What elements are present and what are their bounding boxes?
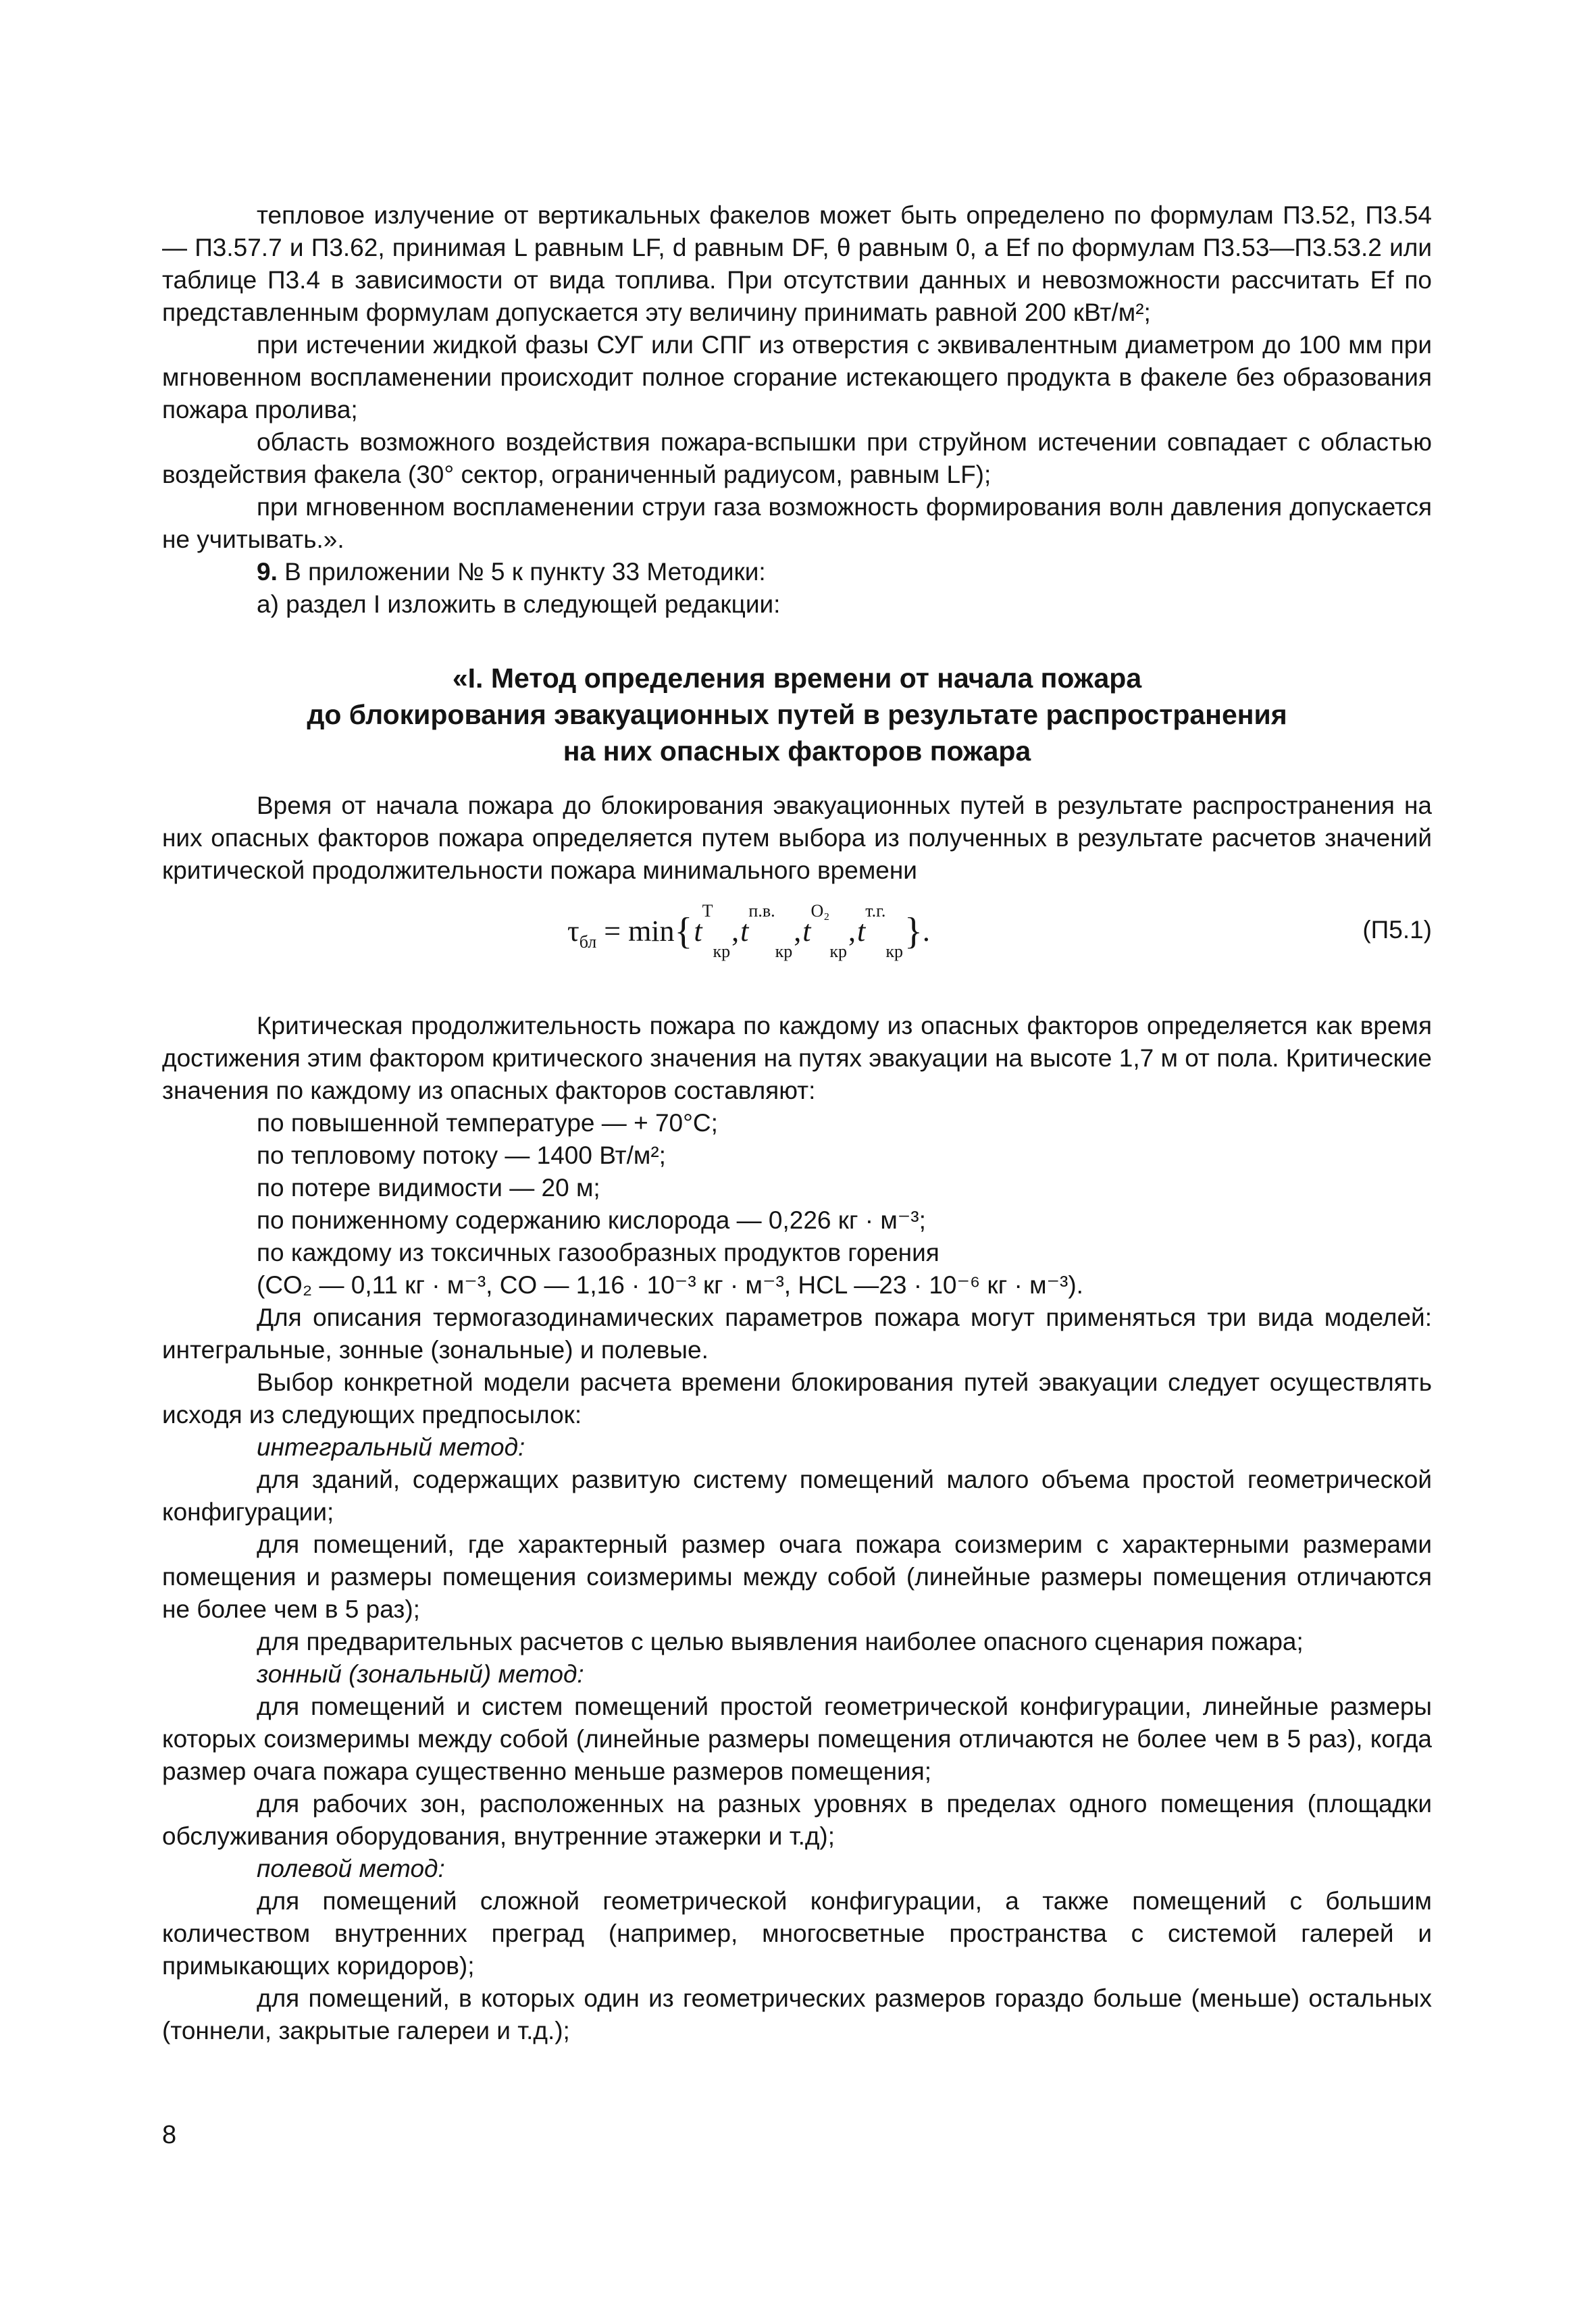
critical-value-toxic-list: (CO₂ — 0,11 кг · м⁻³, CO — 1,16 · 10⁻³ кг · м⁻³, HCL —23 · 10⁻⁶ кг · м⁻³).: [257, 1271, 1083, 1299]
body-paragraph-7: для помещений и систем помещений простой геометрической конфигурации, линейные размеры которых соизмеримы между собой (линейные размеры помещения отличаются не более чем в 5 раз), когда размер очага пожара существенно меньше размеров помещения;: [162, 1693, 1432, 1785]
term-2-superscript: п.в.: [748, 901, 775, 921]
formula-number: (П5.1): [1362, 916, 1432, 944]
critical-value-heat-flux: по тепловому потоку — 1400 Вт/м²;: [257, 1141, 666, 1169]
page-number: 8: [162, 2121, 177, 2149]
formula-lhs-subscript: бл: [579, 931, 597, 952]
body-paragraph-6: для предварительных расчетов с целью выявления наиболее опасного сценария пожара;: [257, 1628, 1304, 1655]
body-paragraph-10: для помещений, в которых один из геометрических размеров гораздо больше (меньше) остальных (тоннели, закрытые галереи и т.д.);: [162, 1984, 1432, 2045]
intro-paragraph-3: область возможного воздействия пожара-вспышки при струйном истечении совпадает с областью воздействия факела (30° сектор, ограниченный радиусом, равным LF);: [162, 428, 1432, 488]
item-9: [162, 556, 1432, 588]
term-1-subscript: кр: [713, 941, 731, 961]
open-brace: {: [674, 910, 693, 952]
intro-paragraph-1: тепловое излучение от вертикальных факелов может быть определено по формулам П3.52, П3.54— П3.57.7 и П3.62, принимая L равным LF, d равным DF, θ равным 0, а Ef по формулам П3.53—П3.53.2 или таблице П3.4 в зависимости от вида топлива. При отсутствии данных и невозможности рассчитать Ef по представленным формулам допускается эту величину принимать равной 200 кВт/м²;: [162, 201, 1432, 326]
formula-expression: $\tau_{бл} = \min\{t^T_{кр},t^{п.в.}_{кр},t^{O_2}_{кр},t^{т.г.}_{кр}\}$.: [567, 901, 930, 961]
critical-value-oxygen: по пониженному содержанию кислорода — 0,226 кг · м⁻³;: [257, 1206, 926, 1234]
intro-paragraph-4: при мгновенном воспламенении струи газа возможность формирования волн давления допускается не учитывать.».: [162, 493, 1432, 553]
formula-min: = min: [596, 915, 675, 948]
term-4-superscript: т.г.: [865, 901, 886, 921]
formula-lhs: τ: [567, 915, 580, 948]
item-9a: а) раздел I изложить в следующей редакции:: [257, 590, 781, 618]
body-paragraph-2: Для описания термогазодинамических параметров пожара могут применяться три вида моделей: интегральные, зонные (зональные) и полевые.: [162, 1304, 1432, 1364]
term-3-superscript: O₂: [810, 901, 830, 921]
heading-integral-method: интегральный метод:: [257, 1433, 525, 1461]
term-1-superscript: T: [702, 901, 713, 921]
intro-paragraph-2: при истечении жидкой фазы СУГ или СПГ из отверстия с эквивалентным диаметром до 100 мм при мгновенном воспламенении происходит полное сгорание истекающего продукта в факеле без образования пожара пролива;: [162, 331, 1432, 423]
formula-term-toxic: $t^{т.г.}_{кр}$: [856, 901, 903, 961]
section-title-line-3: на них опасных факторов пожара: [563, 736, 1031, 767]
term-3-subscript: кр: [829, 941, 847, 961]
body-paragraph-1: Критическая продолжительность пожара по каждому из опасных факторов определяется как время достижения этим фактором критического значения на путях эвакуации на высоте 1,7 м от пола. Критические значения по каждому из опасных факторов составляют:: [162, 1012, 1432, 1104]
body-paragraph-9: для помещений сложной геометрической конфигурации, а также помещений с большим количеством внутренних преград (например, многосветные пространства с системой галерей и примыкающих коридоров);: [162, 1887, 1432, 1980]
formula-term-temperature: $t^T_{кр}$: [694, 901, 731, 961]
section-title-line-1: «I. Метод определения времени от начала пожара: [452, 663, 1142, 694]
item-9-text: В приложении № 5 к пункту 33 Методики:: [277, 558, 766, 586]
term-4-subscript: кр: [885, 941, 903, 961]
critical-value-temperature: по повышенной температуре — + 70°С;: [257, 1109, 718, 1137]
document-page: [162, 199, 1432, 2047]
formula-p5-1: [162, 896, 1432, 971]
critical-value-visibility: по потере видимости — 20 м;: [257, 1174, 600, 1202]
section-title: [162, 660, 1432, 769]
section-paragraph-1: Время от начала пожара до блокирования эвакуационных путей в результате распространения на них опасных факторов пожара определяется путем выбора из полученных в результате расчетов значений критической продолжительности пожара минимального времени: [162, 792, 1432, 884]
body-paragraph-8: для рабочих зон, расположенных на разных уровнях в пределах одного помещения (площадки обслуживания оборудования, внутренние этажерки и т.д);: [162, 1790, 1432, 1850]
formula-term-visibility: $t^{п.в.}_{кр}$: [740, 901, 793, 961]
body-paragraph-3: Выбор конкретной модели расчета времени блокирования путей эвакуации следует осуществлять исходя из следующих предпосылок:: [162, 1368, 1432, 1429]
close-brace: }: [904, 910, 923, 952]
body-paragraph-5: для помещений, где характерный размер очага пожара соизмерим с характерными размерами помещения и размеры помещения соизмеримы между собой (линейные размеры помещения отличаются не более чем в 5 раз);: [162, 1531, 1432, 1623]
critical-value-toxic: по каждому из токсичных газообразных продуктов горения: [257, 1239, 939, 1266]
formula-term-oxygen: $t^{O_2}_{кр}$: [802, 901, 847, 961]
heading-field-method: полевой метод:: [257, 1855, 445, 1882]
section-title-line-2: до блокирования эвакуационных путей в результате распространения: [307, 699, 1287, 730]
heading-zone-method: зонный (зональный) метод:: [257, 1660, 584, 1688]
body-paragraph-4: для зданий, содержащих развитую систему помещений малого объема простой геометрической конфигурации;: [162, 1466, 1432, 1526]
item-9-number: 9.: [257, 558, 278, 586]
term-2-subscript: кр: [775, 941, 793, 961]
